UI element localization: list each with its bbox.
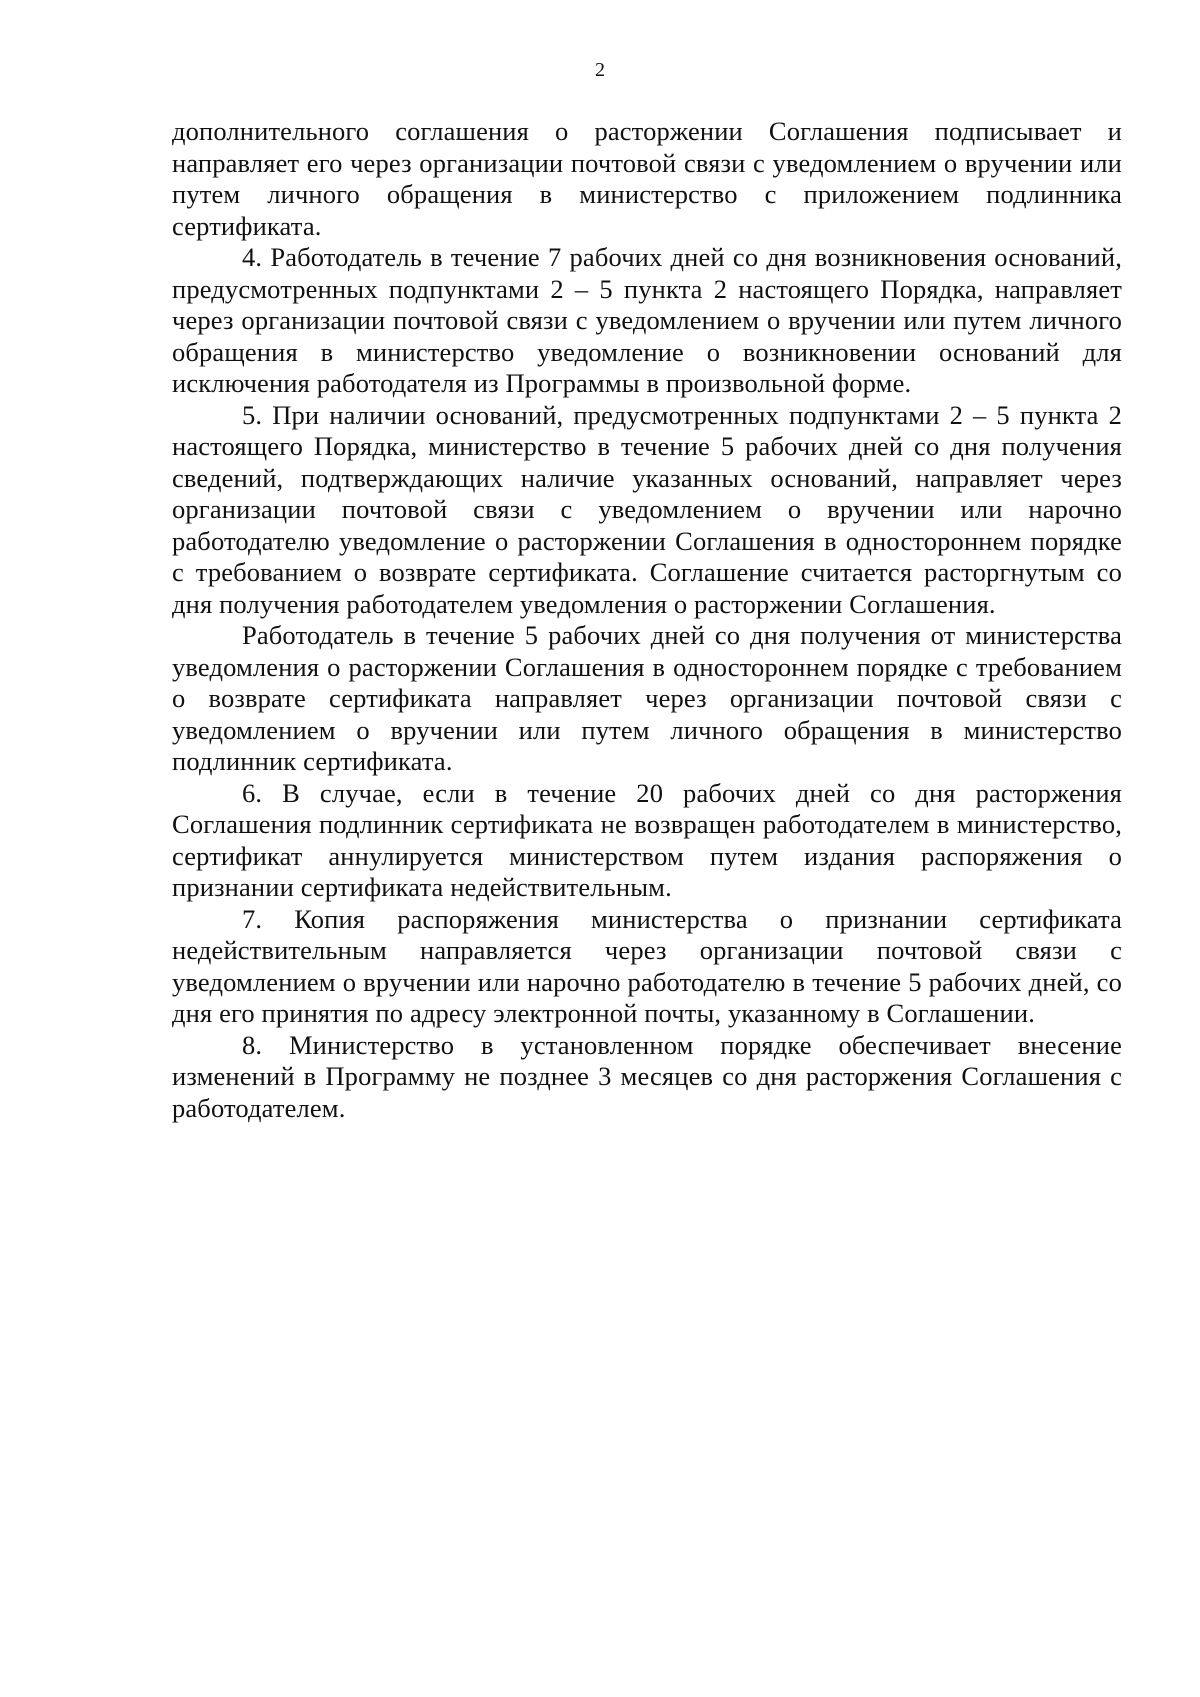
paragraph-item-5: 5. При наличии оснований, предусмотренных подпунктами 2 – 5 пункта 2 настоящего Порядка, министерство в течение 5 рабочих дней со дня получения сведений, подтверждающих наличие указанных оснований, направляет через организации почтовой связи с уведомлением о вручении или нарочно работодателю уведомление о расторжении Соглашения в одностороннем порядке с требованием о возврате сертификата. Соглашение считается расторгнутым со дня получения работодателем уведомления о расторжении Соглашения. [172, 399, 1122, 619]
paragraph-item-4: 4. Работодатель в течение 7 рабочих дней со дня возникновения оснований, предусмотренных подпунктами 2 – 5 пункта 2 настоящего Порядка, направляет через организации почтовой связи с уведомлением о вручении или путем личного обращения в министерство уведомление о возникновении оснований для исключения работодателя из Программы в произвольной форме. [172, 242, 1122, 398]
paragraph-item-6: 6. В случае, если в течение 20 рабочих дней со дня расторжения Соглашения подлинник сертификата не возвращен работодателем в министерство, сертификат аннулируется министерством путем издания распоряжения о признании сертификата недействительным. [172, 777, 1122, 902]
page-number: 2 [595, 59, 605, 81]
paragraph-item-8: 8. Министерство в установленном порядке обеспечивает внесение изменений в Программу не позднее 3 месяцев со дня расторжения Соглашения с работодателем. [172, 1029, 1122, 1123]
paragraph-item-5-continued: Работодатель в течение 5 рабочих дней со дня получения от министерства уведомления о расторжении Соглашения в одностороннем порядке с требованием о возврате сертификата направляет через организации почтовой связи с уведомлением о вручении или путем личного обращения в министерство подлинник сертификата. [172, 620, 1122, 776]
paragraph-item-7: 7. Копия распоряжения министерства о признании сертификата недействительным направляется через организации почтовой связи с уведомлением о вручении или нарочно работодателю в течение 5 рабочих дней, со дня его принятия по адресу электронной почты, указанному в Соглашении. [172, 903, 1122, 1028]
document-body [172, 116, 1122, 1124]
paragraph-continuation: дополнительного соглашения о расторжении Соглашения подписывает и направляет его через организации почтовой связи с уведомлением о вручении или путем личного обращения в министерство с приложением подлинника сертификата. [172, 116, 1122, 241]
